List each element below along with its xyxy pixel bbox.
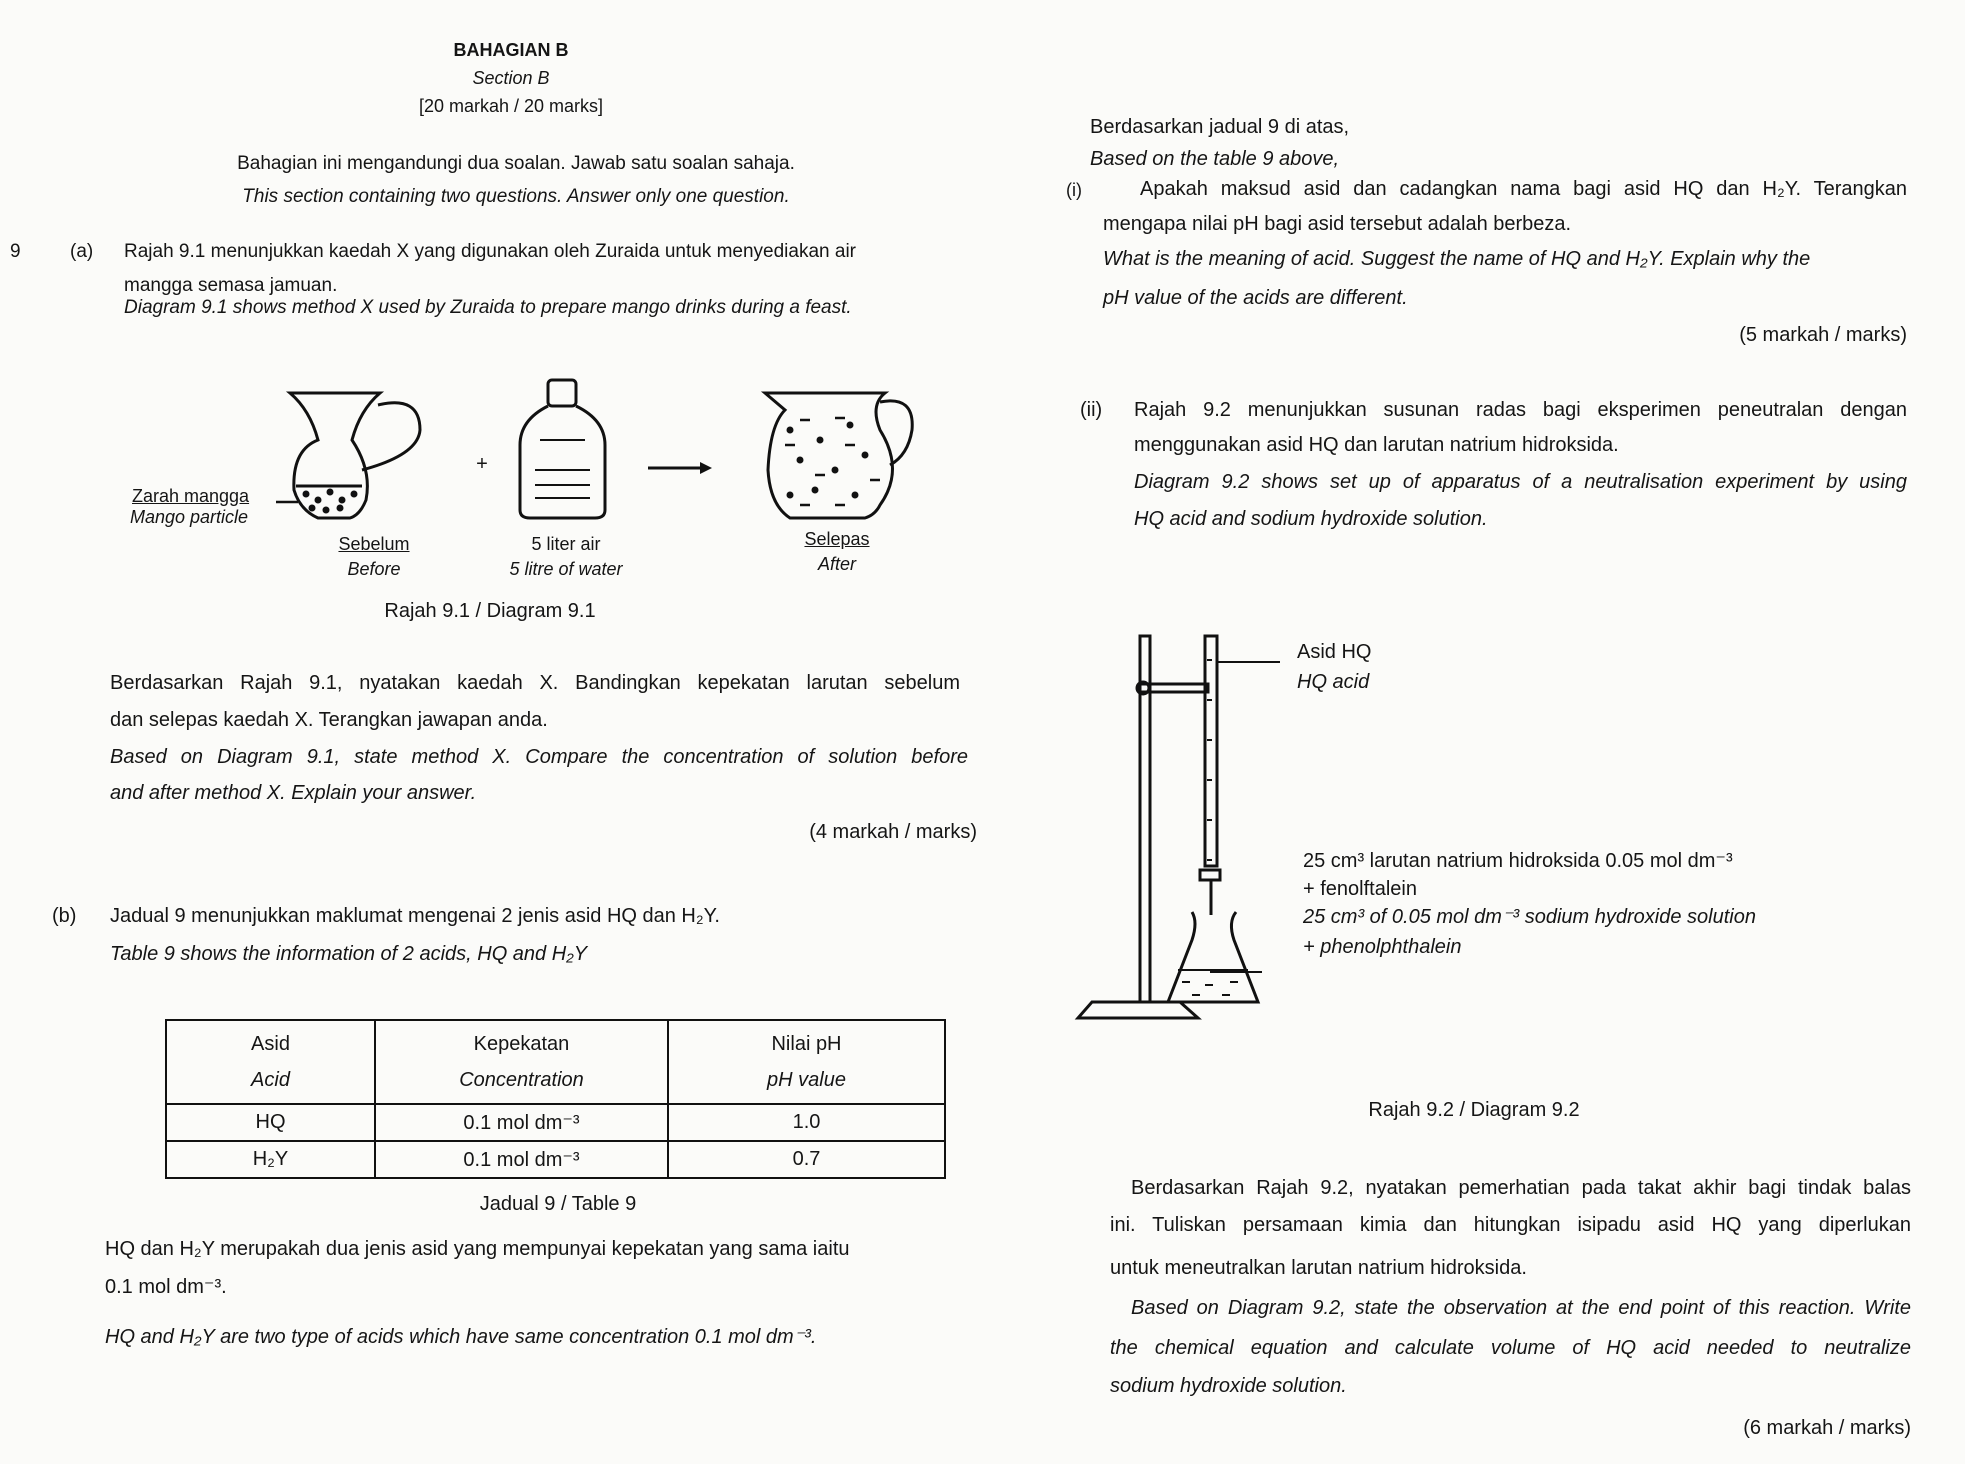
titration-apparatus-icon [1078,636,1280,1018]
header-acid-en: Acid [251,1069,290,1091]
label-solution-en-2: + phenolphthalein [1303,936,1462,958]
label-solution-ms-2: + fenolftalein [1303,878,1417,900]
part-label-i: (i) [1066,180,1082,200]
table-caption: Jadual 9 / Table 9 [479,1193,637,1215]
q9b-intro-ms: Jadual 9 menunjukkan maklumat mengenai 2 jenis asid HQ dan H₂Y. [110,905,720,927]
based-on-table-ms: Berdasarkan jadual 9 di atas, [1090,116,1350,138]
note-ms-1: HQ dan H₂Y merupakah dua jenis asid yang mempunyai kepekatan yang sama iaitu [105,1238,850,1260]
plus-sign: + [476,453,488,475]
label-acid-en: HQ acid [1297,671,1370,693]
section-marks: [20 markah / 20 marks] [418,96,604,116]
acid-table [165,1019,946,1179]
section-title: BAHAGIAN B [453,40,569,60]
q9bii-q-ms-1: Berdasarkan Rajah 9.2, nyatakan pemerhatian pada takat akhir bagi tindak balas [1131,1177,1911,1199]
q9bi-marks: (5 markah / marks) [1739,324,1907,346]
cell-concentration: 0.1 mol dm⁻³ [375,1141,668,1178]
q9b-intro-en: Table 9 shows the information of 2 acids, HQ and H₂Y [110,943,588,965]
cell-ph: 1.0 [668,1104,945,1141]
label-solution-en-1: 25 cm³ of 0.05 mol dm⁻³ sodium hydroxide solution [1303,906,1756,928]
q9bii-ms-1: Rajah 9.2 menunjukkan susunan radas bagi eksperimen peneutralan dengan [1134,399,1907,421]
q9a-question-ms-1: Berdasarkan Rajah 9.1, nyatakan kaedah X. Bandingkan kepekatan larutan sebelum [110,672,960,694]
label-particle-ms: Zarah mangga [132,486,250,506]
header-concentration-ms: Kepekatan [473,1033,570,1055]
label-particle-en: Mango particle [130,507,249,527]
q9a-text-ms-1: Rajah 9.1 menunjukkan kaedah X yang digunakan oleh Zuraida untuk menyediakan air [124,241,856,262]
part-label-b: (b) [52,905,77,927]
q9bii-en-2: HQ acid and sodium hydroxide solution. [1134,508,1488,530]
header-ph-en: pH value [767,1069,846,1091]
q9a-marks: (4 markah / marks) [809,821,977,843]
table-row [166,1104,945,1141]
question-number: 9 [10,241,21,262]
jug-after-icon [765,393,912,518]
q9bi-ms-1: Apakah maksud asid dan cadangkan nama bagi asid HQ dan H₂Y. Terangkan [1140,178,1907,200]
q9a-question-en-2: and after method X. Explain your answer. [110,782,477,804]
q9bii-q-en-1: Based on Diagram 9.2, state the observation at the end point of this reaction. Write [1131,1297,1911,1319]
section-subtitle: Section B [472,68,550,88]
part-label-ii: (ii) [1080,399,1103,421]
cell-ph: 0.7 [668,1141,945,1178]
q9bii-ms-2: menggunakan asid HQ dan larutan natrium hidroksida. [1134,434,1619,456]
q9bii-en-1: Diagram 9.2 shows set up of apparatus of a neutralisation experiment by using [1134,471,1907,493]
instruction-en: This section containing two questions. Answer only one question. [242,186,790,207]
label-after-en: After [817,554,857,574]
cell-concentration: 0.1 mol dm⁻³ [375,1104,668,1141]
note-ms-2: 0.1 mol dm⁻³. [105,1276,227,1298]
q9a-text-ms-2: mangga semasa jamuan. [124,275,338,296]
q9a-question-ms-2: dan selepas kaedah X. Terangkan jawapan anda. [110,709,548,731]
instruction-ms: Bahagian ini mengandungi dua soalan. Jawab satu soalan sahaja. [237,153,795,174]
q9bii-q-en-3: sodium hydroxide solution. [1110,1375,1347,1397]
jug-before-icon [290,393,420,518]
q9bii-q-en-2: the chemical equation and calculate volume of HQ acid needed to neutralize [1110,1337,1911,1359]
water-bottle-icon [520,380,605,518]
header-acid-ms: Asid [251,1033,290,1055]
cell-acid: HQ [166,1104,375,1141]
diagram-9-1-caption: Rajah 9.1 / Diagram 9.1 [384,600,596,622]
q9bi-en-2: pH value of the acids are different. [1103,287,1408,309]
table-row [166,1141,945,1178]
label-before-en: Before [347,559,401,579]
q9bi-en-1: What is the meaning of acid. Suggest the name of HQ and H₂Y. Explain why the [1103,248,1811,270]
label-after-ms: Selepas [804,529,870,549]
q9a-text-en: Diagram 9.1 shows method X used by Zuraida to prepare mango drinks during a feast. [124,297,852,318]
part-label-a: (a) [70,241,94,262]
label-solution-ms-1: 25 cm³ larutan natrium hidroksida 0.05 mol dm⁻³ [1303,850,1733,872]
diagram-9-2-caption: Rajah 9.2 / Diagram 9.2 [1368,1099,1580,1121]
q9bii-marks: (6 markah / marks) [1743,1417,1911,1439]
cell-acid: H₂Y [166,1141,375,1178]
label-water-ms: 5 liter air [531,534,601,554]
label-water-en: 5 litre of water [509,559,623,579]
header-concentration-en: Concentration [459,1069,584,1091]
label-acid-ms: Asid HQ [1297,641,1372,663]
q9bi-ms-2: mengapa nilai pH bagi asid tersebut adalah berbeza. [1103,213,1572,235]
note-en: HQ and H₂Y are two type of acids which have same concentration 0.1 mol dm⁻³. [105,1326,817,1348]
q9bii-q-ms-2: ini. Tuliskan persamaan kimia dan hitungkan isipadu asid HQ yang diperlukan [1110,1214,1911,1236]
table-header-row [166,1020,945,1104]
header-ph-ms: Nilai pH [771,1033,842,1055]
q9a-question-en-1: Based on Diagram 9.1, state method X. Compare the concentration of solution before [110,746,968,768]
q9bii-q-ms-3: untuk meneutralkan larutan natrium hidroksida. [1110,1257,1527,1279]
based-on-table-en: Based on the table 9 above, [1090,148,1340,170]
label-before-ms: Sebelum [338,534,410,554]
